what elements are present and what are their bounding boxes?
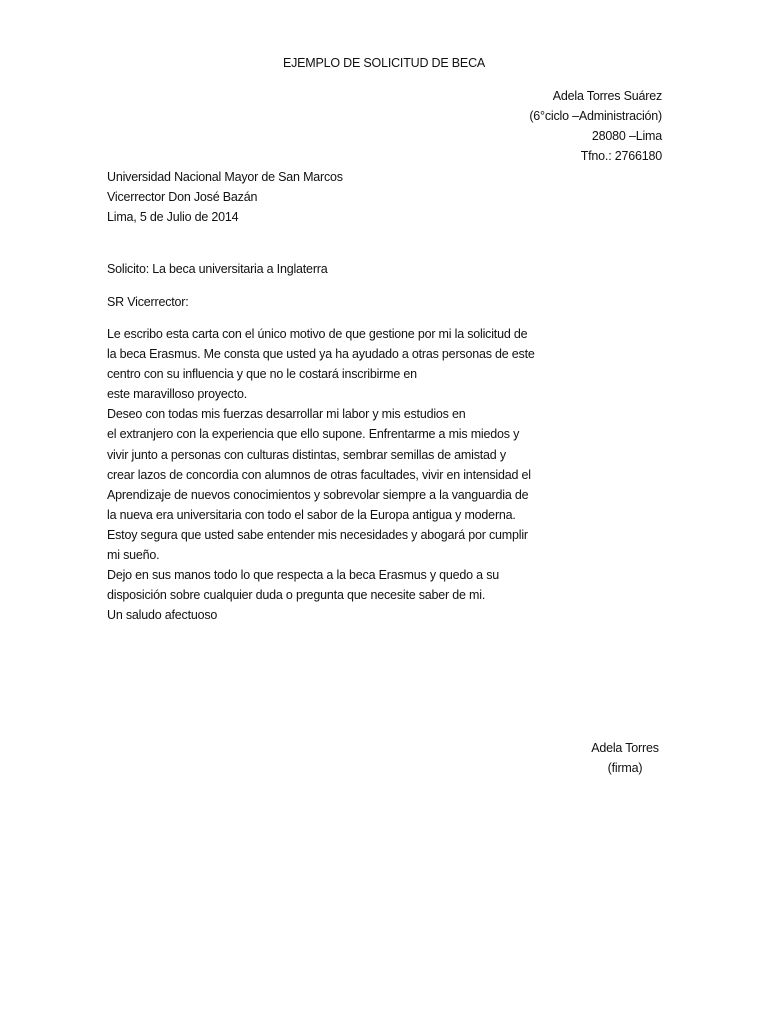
body-line: Estoy segura que usted sabe entender mis necesidades y abogará por cumplir [107,527,528,542]
body-line: el extranjero con la experiencia que ello supone. Enfrentarme a mis miedos y [107,427,520,442]
body-line: disposición sobre cualquier duda o pregunta que necesite saber de mi. [107,588,486,603]
recipient-name: Vicerrector Don José Bazán [107,190,258,204]
body-line: Dejo en sus manos todo lo que respecta a la beca Erasmus y quedo a su [107,568,499,583]
body-line: vivir junto a personas con culturas distintas, sembrar semillas de amistad y [107,447,506,462]
body-line: centro con su influencia y que no le costará inscribirme en [107,367,417,382]
sender-block [529,86,662,166]
letter-body [107,324,535,625]
subject-line: Solicito: La beca universitaria a Inglaterra [107,262,328,276]
sender-phone: Tfno.: 2766180 [580,149,662,163]
sender-program: (6°ciclo –Administración) [529,109,662,123]
body-line: Deseo con todas mis fuerzas desarrollar mi labor y mis estudios en [107,407,466,422]
letter-date: Lima, 5 de Julio de 2014 [107,210,239,224]
signature-name: Adela Torres [591,741,659,755]
salutation: SR Vicerrector: [107,295,189,309]
body-line: crear lazos de concordia con alumnos de otras facultades, vivir en intensidad el [107,467,531,482]
closing-line: Un saludo afectuoso [107,608,218,623]
document-title: EJEMPLO DE SOLICITUD DE BECA [282,56,486,70]
body-line: este maravilloso proyecto. [107,387,248,402]
sender-name: Adela Torres Suárez [552,89,662,103]
body-line: Le escribo esta carta con el único motivo de que gestione por mi la solicitud de [107,327,528,341]
body-line: Aprendizaje de nuevos conocimientos y sobrevolar siempre a la vanguardia de [107,487,529,502]
body-line: la nueva era universitaria con todo el sabor de la Europa antigua y moderna. [107,507,516,522]
body-line: la beca Erasmus. Me consta que usted ya ha ayudado a otras personas de este [107,347,535,362]
recipient-institution: Universidad Nacional Mayor de San Marcos [107,170,343,184]
signature-label: (firma) [607,761,643,775]
recipient-block [107,167,343,227]
signature-block [560,738,690,778]
body-line: mi sueño. [107,548,160,563]
sender-postal-code: 28080 –Lima [591,129,662,143]
